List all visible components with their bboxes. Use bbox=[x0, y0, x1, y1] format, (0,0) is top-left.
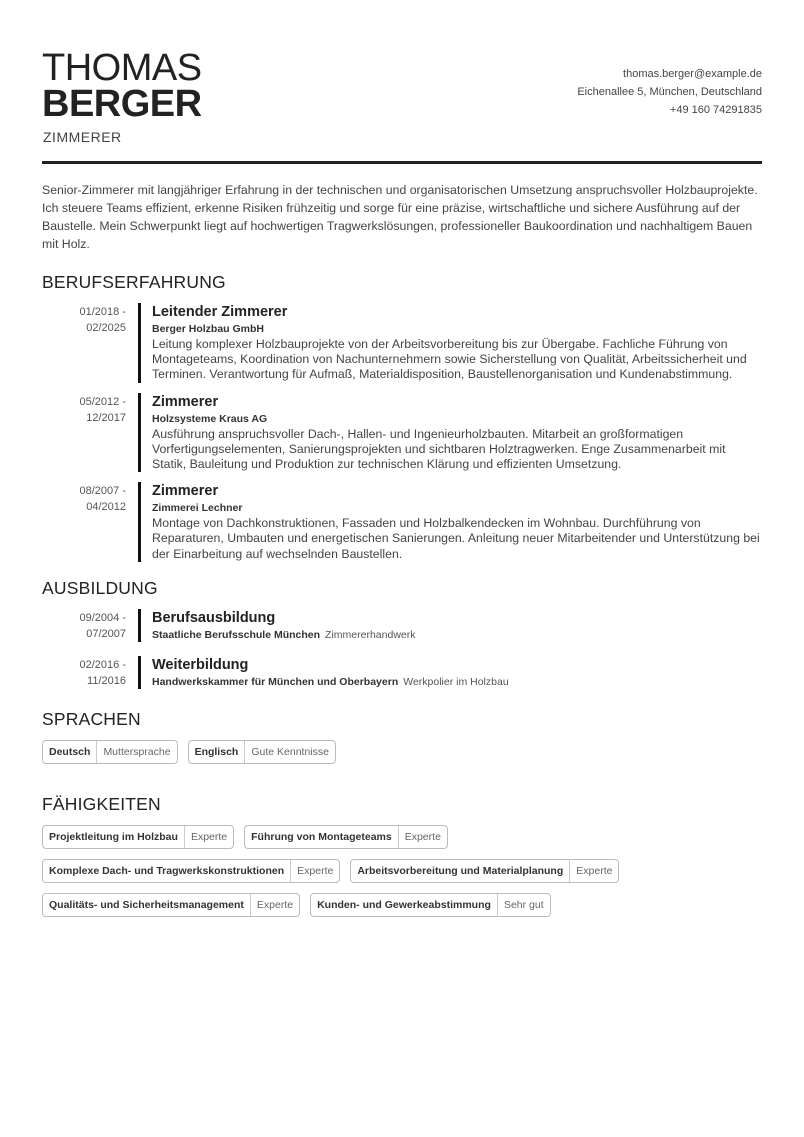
language-level: Muttersprache bbox=[103, 745, 171, 758]
skill-level: Experte bbox=[576, 864, 613, 877]
job-role: Leitender Zimmerer bbox=[152, 304, 288, 320]
entry-dates bbox=[42, 393, 126, 473]
language-level: Gute Kenntnisse bbox=[251, 745, 329, 758]
skill-name: Komplexe Dach- und Tragwerkskonstruktionen bbox=[43, 860, 291, 882]
date-to: 04/2012 bbox=[86, 501, 126, 514]
experience-entry bbox=[42, 303, 762, 383]
language-tag bbox=[42, 740, 178, 764]
job-description: Leitung komplexer Holzbauprojekte von der Arbeitsvorbereitung bis zur Übergabe. Fachliche Führung von Montageteams, Koordination von Nachunternehmern sowie Sicherstellung von Qualität, Arbeitssicherheit und Terminen. Verantwortung für Aufmaß, Materialdisposition, Baustellenorganisation und Kundenabstimmung. bbox=[152, 337, 747, 382]
company-name: Holzsysteme Kraus AG bbox=[152, 412, 268, 425]
field-of-study: Werkpolier im Holzbau bbox=[403, 675, 509, 688]
first-name: THOMAS bbox=[42, 47, 202, 89]
skill-level: Sehr gut bbox=[503, 898, 544, 911]
skill-name: Projektleitung im Holzbau bbox=[43, 826, 185, 848]
skill-tag bbox=[310, 893, 551, 917]
section-title-languages: SPRACHEN bbox=[42, 708, 141, 729]
entry-dates bbox=[42, 303, 126, 383]
date-from: 08/2007 - bbox=[79, 485, 126, 498]
contact-phone[interactable]: +49 160 74291835 bbox=[669, 104, 762, 116]
education-entry bbox=[42, 609, 762, 642]
experience-section bbox=[42, 272, 762, 562]
skill-tag bbox=[42, 893, 300, 917]
skill-name: Führung von Montageteams bbox=[245, 826, 399, 848]
contact-block bbox=[577, 65, 762, 119]
education-section bbox=[42, 578, 762, 689]
experience-entry bbox=[42, 482, 762, 562]
date-from: 05/2012 - bbox=[79, 395, 126, 408]
language-name: Englisch bbox=[189, 741, 246, 763]
field-of-study: Zimmererhandwerk bbox=[325, 628, 416, 641]
school-name: Handwerkskammer für München und Oberbayern bbox=[152, 675, 399, 688]
company-name: Zimmerei Lechner bbox=[152, 502, 243, 515]
skill-name: Qualitäts- und Sicherheitsmanagement bbox=[43, 894, 251, 916]
skill-level: Experte bbox=[404, 830, 441, 843]
skill-tag bbox=[350, 859, 619, 883]
date-from: 09/2004 - bbox=[79, 611, 126, 624]
skill-level: Experte bbox=[190, 830, 228, 843]
job-role: Zimmerer bbox=[152, 483, 219, 500]
date-to: 11/2016 bbox=[87, 674, 126, 687]
timeline-bar bbox=[138, 393, 141, 473]
entry-dates bbox=[42, 656, 126, 689]
date-to: 07/2007 bbox=[86, 627, 126, 640]
job-title: ZIMMERER bbox=[43, 129, 122, 145]
timeline-bar bbox=[138, 609, 141, 642]
degree-name: Berufsausbildung bbox=[152, 609, 276, 626]
job-description: Ausführung anspruchsvoller Dach-, Hallen- und Ingenieurholzbauten. Mitarbeit an großformatigen Vorfertigungselementen, Sanierungsprojekten und sichtbaren Holztragwerken. Enge Zusammenarbeit mit Statik, Bauleitung und Produktion zur technischen Klärung und effizienten Umsetzung. bbox=[152, 426, 726, 472]
timeline-bar bbox=[138, 656, 141, 689]
skill-level: Experte bbox=[256, 898, 294, 911]
skills-section bbox=[42, 794, 762, 927]
contact-address: Eichenallee 5, München, Deutschland bbox=[577, 86, 762, 98]
section-title-education: AUSBILDUNG bbox=[42, 577, 158, 598]
language-tag bbox=[188, 740, 336, 764]
school-name: Staatliche Berufsschule München bbox=[152, 628, 321, 641]
skill-tag bbox=[42, 825, 234, 849]
contact-email[interactable]: thomas.berger@example.de bbox=[623, 68, 762, 80]
section-title-experience: BERUFSERFAHRUNG bbox=[42, 272, 226, 292]
timeline-bar bbox=[138, 482, 141, 562]
experience-entry bbox=[42, 393, 762, 473]
profile-summary: Senior-Zimmerer mit langjähriger Erfahrung in der technischen und organisatorischen Umsetzung anspruchsvoller Holzbauprojekte. Ich steuere Teams effizient, erkenne Risiken frühzeitig und sorge für eine präzise, wirtschaftliche und sichere Ausführung auf der Baustelle. Mein Schwerpunkt liegt auf hochwertigen Tragwerkslösungen, professioneller Baukoordination und nachhaltigem Bauen mit Holz. bbox=[42, 183, 758, 251]
company-name: Berger Holzbau GmbH bbox=[152, 323, 265, 335]
date-to: 02/2025 bbox=[86, 322, 126, 334]
language-name: Deutsch bbox=[43, 741, 97, 763]
degree-name: Weiterbildung bbox=[152, 656, 249, 673]
languages-section bbox=[42, 709, 762, 774]
entry-dates bbox=[42, 482, 126, 562]
skill-name: Kunden- und Gewerkeabstimmung bbox=[311, 894, 498, 916]
skill-tag bbox=[42, 859, 340, 883]
job-role: Zimmerer bbox=[152, 393, 219, 410]
skill-level: Experte bbox=[297, 864, 334, 877]
section-title-skills: FÄHIGKEITEN bbox=[42, 793, 161, 814]
skill-tag bbox=[244, 825, 448, 849]
resume-header bbox=[42, 0, 762, 164]
date-from: 02/2016 - bbox=[79, 658, 126, 671]
entry-dates bbox=[42, 609, 126, 642]
last-name: BERGER bbox=[42, 83, 202, 125]
skill-name: Arbeitsvorbereitung und Materialplanung bbox=[351, 860, 570, 882]
job-description: Montage von Dachkonstruktionen, Fassaden und Holzbalkendecken im Wohnbau. Durchführung von Reparaturen, Umbauten und energetischen Sanierungen. Anleitung neuer Mitarbeitender und Unterstützung bei der Einarbeitung auf wechselnden Baustellen. bbox=[152, 516, 760, 561]
timeline-bar bbox=[138, 303, 141, 383]
date-to: 12/2017 bbox=[86, 411, 126, 424]
date-from: 01/2018 - bbox=[79, 306, 126, 318]
education-entry bbox=[42, 656, 762, 689]
